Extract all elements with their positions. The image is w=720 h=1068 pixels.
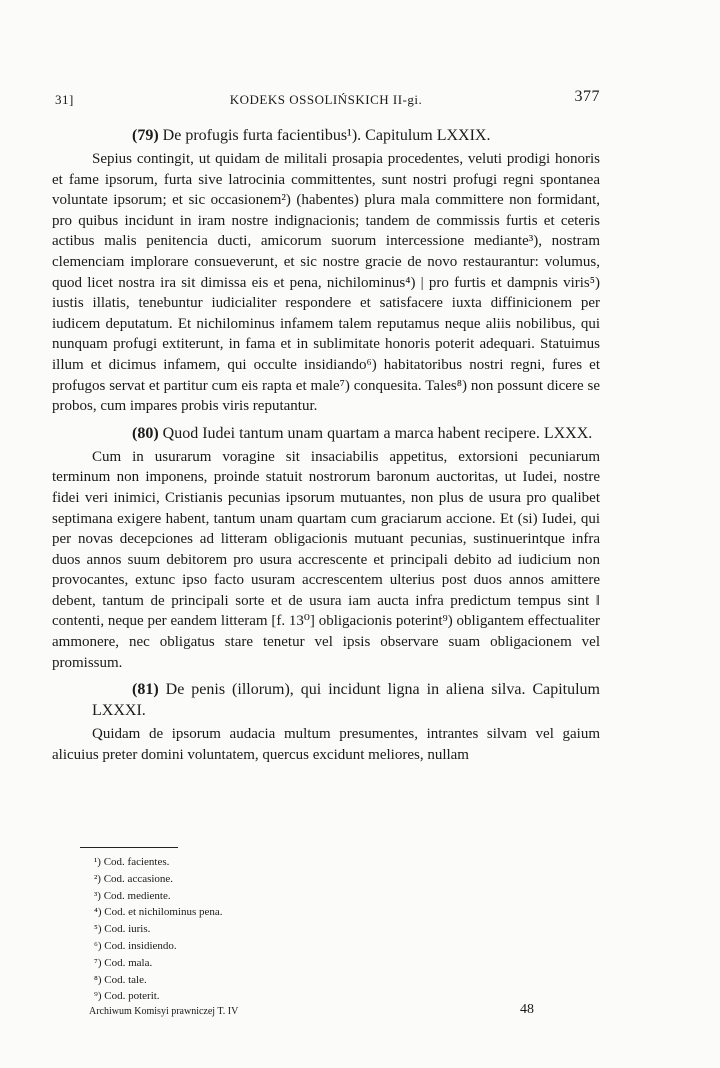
- footer-publication: Archiwum Komisyi prawniczej T. IV: [89, 1006, 239, 1017]
- footnote-mark: ¹): [94, 856, 101, 868]
- footnote-text: Cod. facientes.: [103, 856, 170, 868]
- section-heading-81: [52, 679, 600, 721]
- section-body-79: Sepius contingit, ut quidam de militali prosapia procedentes, veluti prodigi honoris et fame ipsorum, furta sive latrocinia committentes, sunt nostri profugi regni spontanea voluntate ipsorum; et sic occasionem²) (habentes) plura mala committere non formidant, pro quibus incidunt in iram nostre indignacionis; tandem de commissis furtis et ceteris actibus malis penitencia ducti, amicorum suorum intercessione mediante³), nostram clemenciam implorare consueverunt, et sic nostre gracie de novo restaurantur: volumus, quod licet nostra ira sit dimissa eis et pena, nichilominus⁴) | pro furtis et dampnis viris⁵) iustis illatis, tenebuntur iudicialiter respondere et satisfacere iuxta diffinicionem per iudicem deputatum. Et nichilominus infamem talem reputamus neque aliis nobilibus, qui nunquam profugi extiterunt, in fama et in sublimitate honoris poterit adequari. Statuimus illum et dicimus infamem, qui occulte insidiando⁶) habitatoribus nostri regni, fures et profugos servat et partitur cum eis rapta et male⁷) conquesita. Tales⁸) non possunt dicere se probos, cum impares probis viris reputantur.: [52, 151, 600, 415]
- footnote: [94, 871, 222, 888]
- footnote-text: Cod. insidiendo.: [104, 939, 177, 952]
- footnote-text: Cod. tale.: [104, 973, 147, 986]
- footnote: [94, 938, 222, 955]
- header-section-ref: 31]: [55, 92, 74, 107]
- section-heading-79: [52, 125, 600, 146]
- footnote: [94, 955, 222, 972]
- footnotes: [94, 854, 222, 1005]
- section-title: Quod Iudei tantum unam quartam a marca habent recipere. LXXX.: [158, 424, 593, 442]
- section-number: (79): [132, 127, 159, 144]
- section-number: (80): [132, 424, 159, 442]
- footnote-text: Cod. mediente.: [103, 889, 171, 902]
- footnote-mark: ⁵): [94, 923, 102, 936]
- main-text: [52, 125, 600, 765]
- section-title: De penis (illorum), qui incidunt ligna in aliena silva. Capitulum LXXXI.: [92, 681, 600, 720]
- section-number: (81): [132, 681, 159, 699]
- footnote-text: Cod. et nichilominus pena.: [104, 906, 223, 919]
- signature-mark: 48: [520, 1002, 534, 1017]
- footnote-text: Cod. poterit.: [104, 990, 160, 1003]
- footnote: [94, 921, 222, 938]
- section-title: De profugis furta facientibus¹). Capitulum LXXIX.: [158, 127, 491, 144]
- footnote-text: Cod. iuris.: [104, 923, 151, 936]
- footnote-mark: ⁶): [94, 939, 102, 952]
- footnote-mark: ⁴): [94, 906, 102, 919]
- running-header: [52, 88, 600, 114]
- footnote-mark: ⁸): [94, 973, 102, 986]
- section-body-81: Quidam de ipsorum audacia multum presumentes, intrantes silvam vel gaium alicuius preter domini voluntatem, quercus excidunt meliores, nullam: [52, 726, 600, 763]
- section-heading-80: [52, 423, 600, 444]
- footnote: [94, 972, 222, 989]
- footnote: [94, 904, 222, 921]
- page-number: 377: [574, 88, 600, 105]
- footnote-mark: ³): [94, 889, 101, 902]
- footnote: [94, 854, 222, 871]
- footnote: [94, 988, 222, 1005]
- footnote-mark: ⁷): [94, 956, 102, 969]
- header-title: KODEKS OSSOLIŃSKICH II-gi.: [229, 92, 423, 107]
- footnote-text: Cod. accasione.: [103, 872, 174, 885]
- section-body-80: Cum in usurarum voragine sit insaciabilis appetitus, extorsioni pecuniarum terminum non imponens, proinde statuit nostrorum baronum auctoritas, ut Iudei, nostre fidei veri inimici, Cristianis pecunias ipsorum mutuantes, non plus de usura pro qualibet septimana exigere habent, tantum unam quartam cum graciarum accione. Et (si) Iudei, qui per novas decepciones ad litteram obligacionis mutuant pecunias, sustinuerintque infra duos annos suum debitorem pro usura accrescente et principali debito ad iudicium non provocantes, extunc ipso facto usuram accrescentem ulterius post duos annos amittere debent, tantum de principali sorte et de usura iam aucta infra predictum tempus sint ‖ contenti, neque per eandem litteram [f. 13⁰] obligacionis poterint⁹) obligantem effectualiter ammonere, nec obligatus stare tenetur vel ipsis observare suam obligacionem vel promissum.: [52, 448, 600, 671]
- footnote-divider: [80, 847, 178, 848]
- footnote-mark: ⁹): [94, 990, 102, 1003]
- footnote-mark: ²): [94, 872, 101, 885]
- footnote-text: Cod. mala.: [104, 956, 153, 969]
- footnote: [94, 888, 222, 905]
